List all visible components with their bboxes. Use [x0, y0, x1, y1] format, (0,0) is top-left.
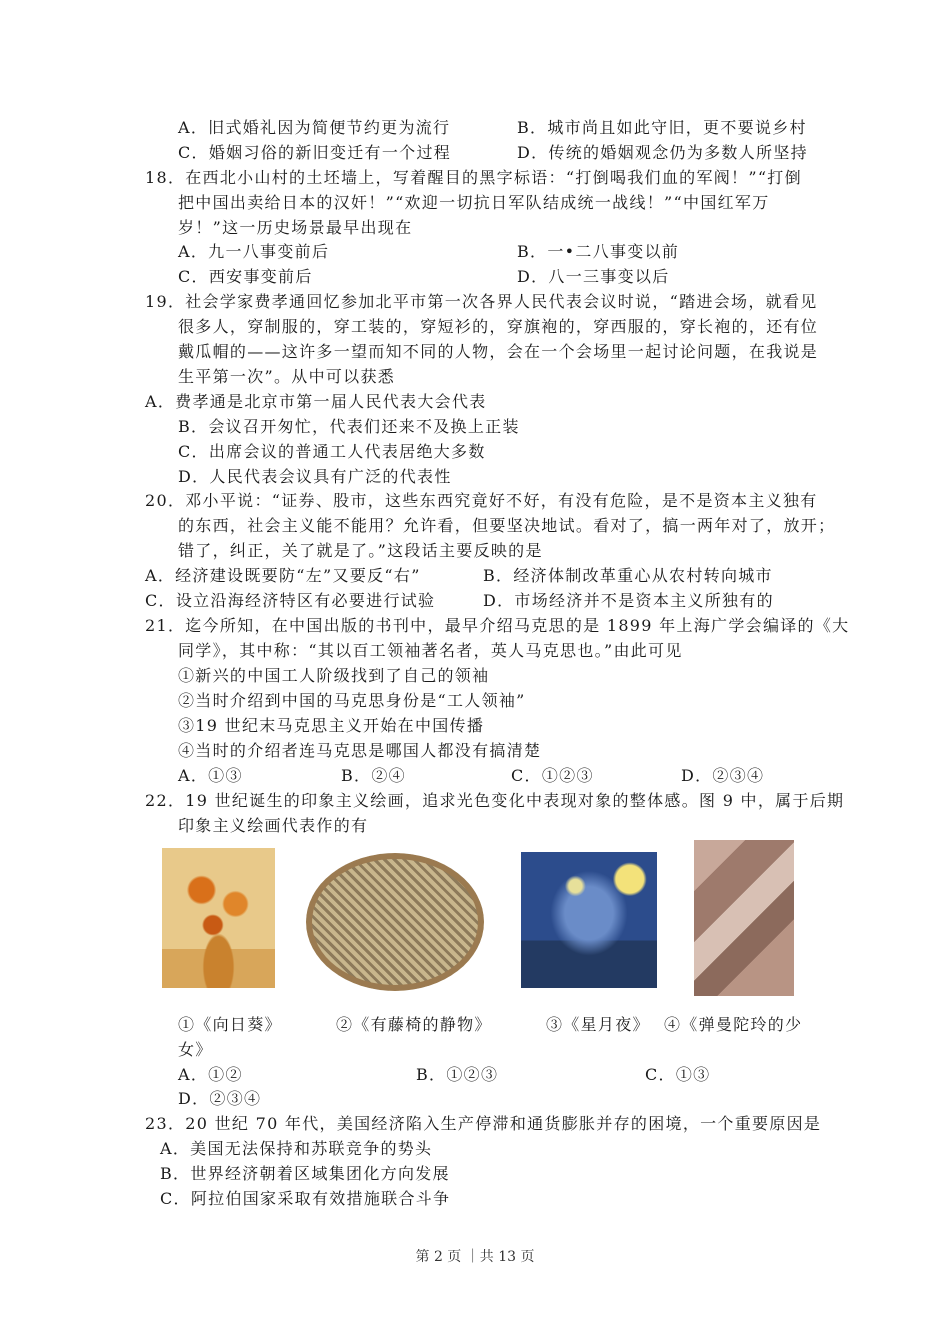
q21-option-a: A．①③	[178, 766, 243, 785]
q18-option-b: B．一•二八事变以前	[517, 242, 680, 261]
q21-stem: 21．迄今所知，在中国出版的书刊中，最早介绍马克思的是 1899 年上海广学会编译的《大	[145, 616, 850, 635]
q19-stem: 很多人，穿制服的，穿工装的，穿短衫的，穿旗袍的，穿西服的，穿长袍的，还有位	[178, 317, 819, 336]
q18-option-a: A．九一八事变前后	[178, 242, 330, 261]
q21-statement-1: ①新兴的中国工人阶级找到了自己的领袖	[178, 666, 490, 685]
q22-option-b: B．①②③	[416, 1065, 499, 1084]
q18-option-c: C．西安事变前后	[178, 267, 313, 286]
q17-option-a: A．旧式婚礼因为简便节约更为流行	[178, 118, 451, 137]
page-footer: 第 2 页 ｜共 13 页	[415, 1249, 535, 1265]
q20-option-c: C．设立沿海经济特区有必要进行试验	[145, 591, 436, 610]
q22-option-c: C．①③	[645, 1065, 711, 1084]
q18-stem: 岁！”这一历史场景最早出现在	[178, 218, 413, 237]
girl-with-mandolin-painting	[694, 840, 794, 996]
q21-statement-2: ②当时介绍到中国的马克思身份是“工人领袖”	[178, 691, 526, 710]
q22-option-a: A．①②	[178, 1065, 243, 1084]
q18-stem: 把中国出卖给日本的汉奸！”“欢迎一切抗日军队结成统一战线！”“中国红军万	[178, 193, 770, 212]
q18-option-d: D．八一三事变以后	[517, 267, 670, 286]
q17-option-b: B．城市尚且如此守旧，更不要说乡村	[517, 118, 807, 137]
caption-sunflowers: ①《向日葵》	[178, 1015, 282, 1034]
caption-still-life: ②《有藤椅的静物》	[336, 1015, 492, 1034]
starry-night-painting	[521, 852, 657, 988]
q23-option-c: C．阿拉伯国家采取有效措施联合斗争	[160, 1189, 451, 1208]
q21-statement-4: ④当时的介绍者连马克思是哪国人都没有搞清楚	[178, 741, 542, 760]
caption-girl-mandolin-cont: 女》	[178, 1040, 213, 1059]
q20-option-b: B．经济体制改革重心从农村转向城市	[483, 566, 773, 585]
q23-option-b: B．世界经济朝着区域集团化方向发展	[160, 1164, 450, 1183]
sunflowers-painting	[162, 848, 275, 988]
q20-option-a: A．经济建设既要防“左”又要反“右”	[145, 566, 421, 585]
q20-option-d: D．市场经济并不是资本主义所独有的	[483, 591, 774, 610]
q19-option-c: C．出席会议的普通工人代表居绝大多数	[178, 442, 486, 461]
q20-stem: 错了，纠正，关了就是了。”这段话主要反映的是	[178, 541, 543, 560]
q20-stem: 的东西，社会主义能不能用？允许看，但要坚决地试。看对了，搞一两年对了，放开；	[178, 516, 836, 535]
q21-option-d: D．②③④	[681, 766, 765, 785]
q22-option-d: D．②③④	[178, 1089, 262, 1108]
q17-option-c: C．婚姻习俗的新旧变迁有一个过程	[178, 143, 452, 162]
q19-option-a: A．费孝通是北京市第一届人民代表大会代表	[145, 392, 487, 411]
q22-stem: 印象主义绘画代表作的有	[178, 816, 369, 835]
q17-option-d: D．传统的婚姻观念仍为多数人所坚持	[517, 143, 808, 162]
q22-stem: 22．19 世纪诞生的印象主义绘画，追求光色变化中表现对象的整体感。图 9 中，属于后期	[145, 791, 845, 810]
q20-stem: 20．邓小平说：“证券、股市，这些东西究竟好不好，有没有危险，是不是资本主义独有	[145, 491, 818, 510]
caption-starry-night: ③《星月夜》	[546, 1015, 650, 1034]
q23-option-a: A．美国无法保持和苏联竞争的势头	[160, 1139, 433, 1158]
q21-statement-3: ③19 世纪末马克思主义开始在中国传播	[178, 716, 485, 735]
caption-girl-mandolin: ④《弹曼陀玲的少	[664, 1015, 803, 1034]
q21-option-c: C．①②③	[511, 766, 594, 785]
still-life-chair-caning-painting	[306, 853, 484, 991]
q19-stem: 生平第一次”。从中可以获悉	[178, 367, 396, 386]
q19-option-d: D．人民代表会议具有广泛的代表性	[178, 467, 452, 486]
q23-stem: 23．20 世纪 70 年代，美国经济陷入生产停滞和通货膨胀并存的困境，一个重要原因是	[145, 1114, 822, 1133]
q19-stem: 19．社会学家费孝通回忆参加北平市第一次各界人民代表会议时说，“踏进会场，就看见	[145, 292, 818, 311]
q19-option-b: B．会议召开匆忙，代表们还来不及换上正装	[178, 417, 520, 436]
q18-stem: 18．在西北小山村的土坯墙上，写着醒目的黑字标语：“打倒喝我们血的军阀！”“打倒	[145, 168, 802, 187]
q21-stem: 同学》，其中称：“其以百工领袖著名者，英人马克思也。”由此可见	[178, 641, 683, 660]
q19-stem: 戴瓜帽的——这许多一望而知不同的人物，会在一个会场里一起讨论问题，在我说是	[178, 342, 819, 361]
q21-option-b: B．②④	[341, 766, 406, 785]
